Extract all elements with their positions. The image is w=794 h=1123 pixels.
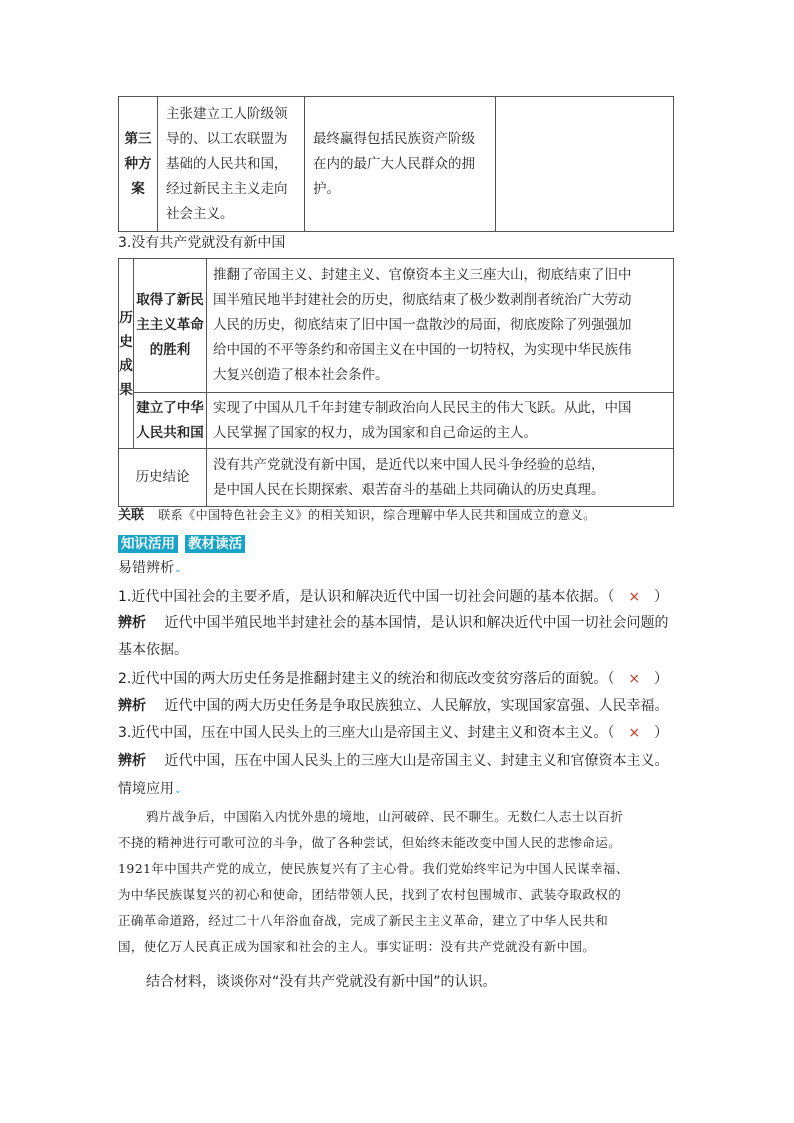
analysis-text: 近代中国半殖民地半封建社会的基本国情，是认识和解决近代中国一切社会问题的 bbox=[164, 615, 669, 631]
row1-content-line: 给中国的不平等条约和帝国主义在中国的一切特权，为实现中华民族伟 bbox=[213, 342, 632, 358]
tag-bar bbox=[118, 533, 245, 553]
chevron-icon: ⌄ bbox=[174, 565, 182, 575]
material-line: 鸦片战争后，中国陷入内忧外患的境地，山河破碎、民不聊生。无数仁人志士以百折 bbox=[146, 809, 624, 824]
row2-content-line: 人民掌握了国家的权力，成为国家和自己命运的主人。 bbox=[213, 424, 537, 441]
row3-label-cell bbox=[119, 449, 207, 507]
plan-content-line: 导的、以工农联盟为 bbox=[166, 130, 288, 147]
row3-content-line: 没有共产党就没有新中国，是近代以来中国人民斗争经验的总结， bbox=[213, 456, 605, 473]
chevron-icon: ⌄ bbox=[174, 786, 182, 796]
plan-content-line: 经过新民主主义走向 bbox=[166, 180, 288, 197]
material-block bbox=[118, 804, 674, 960]
question-statement: 1.近代中国社会的主要矛盾，是认识和解决近代中国一切社会问题的基本依据。（ bbox=[118, 589, 615, 605]
relation-label: 关联 bbox=[118, 508, 145, 523]
wrong-mark-icon: × bbox=[628, 671, 641, 687]
question-close: ） bbox=[654, 725, 669, 741]
row3-content-line: 是中国人民在长期探索、艰苦奋斗的基础上共同确认的历史真理。 bbox=[213, 481, 605, 498]
side-label-char: 历 bbox=[119, 309, 133, 326]
row3-content-cell bbox=[207, 449, 674, 507]
question-1 bbox=[118, 584, 668, 610]
row1-label-line: 的胜利 bbox=[149, 342, 191, 358]
scenario-title-text: 情境应用 bbox=[118, 781, 174, 797]
wrong-mark-icon: × bbox=[628, 589, 641, 605]
side-label-char: 史 bbox=[119, 333, 133, 350]
row1-content-line: 人民的历史，彻底结束了旧中国一盘散沙的局面，彻底废除了列强强加 bbox=[213, 317, 632, 333]
plan-label-line: 案 bbox=[131, 180, 145, 197]
plan-content-line: 主张建立工人阶级领 bbox=[166, 105, 288, 122]
plan-result-line: 护。 bbox=[313, 180, 340, 197]
row2-label-line: 建立了中华 bbox=[136, 399, 204, 416]
plan-result-cell bbox=[305, 97, 496, 232]
analysis-label: 辨析 bbox=[118, 753, 146, 769]
question-close: ） bbox=[654, 589, 669, 605]
material-line: 国，使亿万人民真正成为国家和社会的主人。事实证明：没有共产党就没有新中国。 bbox=[118, 939, 596, 954]
side-label-cell bbox=[119, 259, 134, 449]
wrong-mark-icon: × bbox=[628, 725, 641, 741]
question-2 bbox=[118, 666, 668, 692]
material-line: 正确革命道路，经过二十八年浴血奋战，完成了新民主主义革命，建立了中华人民共和 bbox=[118, 913, 609, 928]
analysis-1 bbox=[118, 610, 668, 636]
side-label-char: 成 bbox=[119, 357, 133, 374]
plan-table bbox=[118, 96, 674, 232]
scenario-title bbox=[118, 776, 182, 804]
plan-result-line: 最终赢得包括民族资产阶级 bbox=[313, 130, 475, 147]
analysis-text: 近代中国，压在中国人民头上的三座大山是帝国主义、封建主义和官僚资本主义。 bbox=[164, 753, 669, 769]
row1-content-line: 推翻了帝国主义、封建主义、官僚资本主义三座大山，彻底结束了旧中 bbox=[213, 267, 632, 283]
section-title: 3.没有共产党就没有新中国 bbox=[118, 235, 286, 251]
relation-text: 联系《中国特色社会主义》的相关知识，综合理解中华人民共和国成立的意义。 bbox=[158, 508, 596, 522]
row1-content-line: 大复兴创造了根本社会条件。 bbox=[213, 367, 389, 383]
row2-label-cell bbox=[134, 393, 207, 449]
row1-label-line: 取得了新民 bbox=[136, 292, 204, 308]
row1-content-cell bbox=[207, 259, 674, 393]
row1-label-line: 主主义革命 bbox=[136, 317, 204, 333]
analysis-2 bbox=[118, 693, 668, 719]
side-label-char: 果 bbox=[119, 381, 133, 398]
easy-errors-title-text: 易错辨析 bbox=[118, 560, 174, 576]
plan-content-line: 基础的人民共和国， bbox=[166, 155, 288, 172]
row2-label-line: 人民共和国 bbox=[136, 424, 204, 441]
plan-label-line: 第三 bbox=[124, 130, 152, 147]
row2-content-line: 实现了中国从几千年封建专制政治向人民民主的伟大飞跃。从此，中国 bbox=[213, 399, 632, 416]
material-line: 1921年中国共产党的成立，使民族复兴有了主心骨。我们党始终牢记为中国人民谋幸福、 bbox=[118, 861, 629, 876]
relation-note bbox=[118, 505, 596, 526]
question-close: ） bbox=[654, 671, 669, 687]
question-statement: 2.近代中国的两大历史任务是推翻封建主义的统治和彻底改变贫穷落后的面貌。（ bbox=[118, 671, 615, 687]
analysis-text: 近代中国的两大历史任务是争取民族独立、人民解放，实现国家富强、人民幸福。 bbox=[164, 698, 669, 714]
question-3 bbox=[118, 720, 668, 746]
material-line: 为中华民族谋复兴的初心和使命，团结带领人民，找到了农村包围城市、武装夺取政权的 bbox=[118, 887, 622, 902]
easy-errors-title bbox=[118, 555, 182, 583]
analysis-3 bbox=[118, 748, 668, 774]
row1-content-line: 国半殖民地半封建社会的历史，彻底结束了极少数剥削者统治广大劳动 bbox=[213, 292, 632, 308]
plan-content-cell bbox=[158, 97, 305, 232]
plan-content-line: 社会主义。 bbox=[166, 205, 234, 222]
tag-textbook-read: 教材读活 bbox=[185, 535, 245, 553]
row2-content-cell bbox=[207, 393, 674, 449]
tag-knowledge-use: 知识活用 bbox=[118, 535, 178, 553]
row3-label: 历史结论 bbox=[135, 469, 190, 485]
achievement-table bbox=[118, 258, 674, 507]
analysis-label: 辨析 bbox=[118, 615, 146, 631]
plan-label-line: 种方 bbox=[124, 155, 152, 172]
analysis-1-cont: 基本依据。 bbox=[118, 642, 188, 658]
question-statement: 3.近代中国，压在中国人民头上的三座大山是帝国主义、封建主义和资本主义。（ bbox=[118, 725, 615, 741]
material-line: 不挠的精神进行可歌可泣的斗争，做了各种尝试，但始终未能改变中国人民的悲惨命运。 bbox=[118, 835, 622, 850]
task-text: 结合材料，谈谈你对“没有共产党就没有新中国”的认识。 bbox=[146, 974, 497, 990]
plan-result-line: 在内的最广大人民群众的拥 bbox=[313, 155, 475, 172]
row1-label-cell bbox=[134, 259, 207, 393]
plan-label-cell bbox=[119, 97, 158, 232]
analysis-label: 辨析 bbox=[118, 698, 146, 714]
plan-empty-cell bbox=[496, 97, 674, 232]
